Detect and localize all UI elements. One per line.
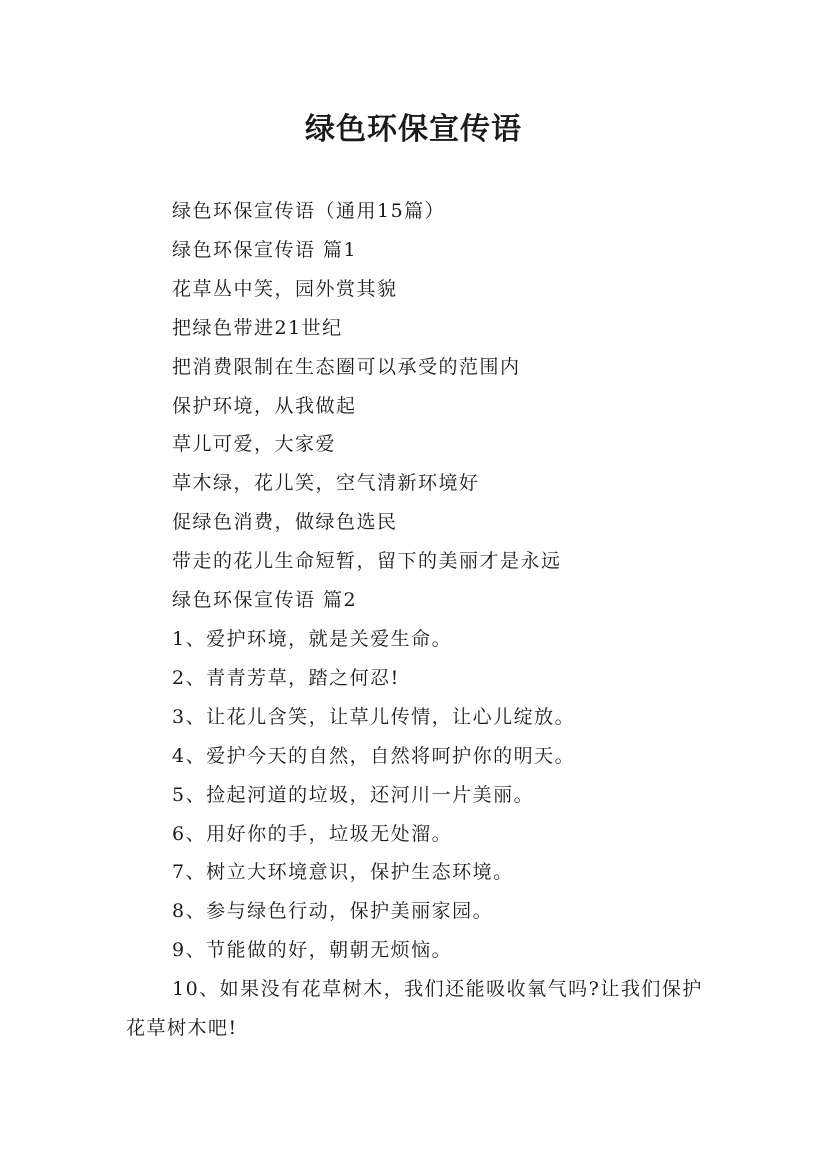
paragraph-line: 6、用好你的手，垃圾无处溜。: [172, 822, 453, 845]
paragraph-line: 绿色环保宣传语 篇1: [172, 238, 358, 261]
paragraph-line: 5、捡起河道的垃圾，还河川一片美丽。: [172, 783, 535, 806]
paragraph-line: 把绿色带进21世纪: [172, 316, 343, 339]
paragraph-line: 促绿色消费，做绿色选民: [172, 511, 398, 534]
paragraph-line: 草儿可爱，大家爱: [172, 433, 337, 456]
paragraph-line: 花草丛中笑，园外赏其貌: [172, 277, 398, 300]
paragraph-line: 8、参与绿色行动，保护美丽家园。: [172, 900, 494, 923]
document-body: [126, 192, 706, 1048]
paragraph-line: 3、让花儿含笑，让草儿传情，让心儿绽放。: [172, 705, 576, 728]
paragraph-line: 草木绿，花儿笑，空气清新环境好: [172, 472, 480, 495]
paragraph-line: 10、如果没有花草树木，我们还能吸收氧气吗?让我们保护花草树木吧!: [126, 978, 703, 1040]
paragraph-line: 4、爱护今天的自然，自然将呵护你的明天。: [172, 744, 576, 767]
paragraph-line: 带走的花儿生命短暂，留下的美丽才是永远: [172, 550, 562, 573]
paragraph-line: 9、节能做的好，朝朝无烦恼。: [172, 939, 453, 962]
document-title: 绿色环保宣传语: [305, 112, 522, 147]
paragraph-line: 1、爱护环境，就是关爱生命。: [172, 627, 453, 650]
paragraph-line: 保护环境，从我做起: [172, 394, 357, 417]
paragraph-line: 绿色环保宣传语（通用15篇）: [172, 200, 446, 222]
paragraph-line: 绿色环保宣传语 篇2: [172, 589, 358, 612]
paragraph-line: 7、树立大环境意识，保护生态环境。: [172, 861, 514, 884]
paragraph-line: 2、青青芳草，踏之何忍!: [172, 666, 400, 689]
paragraph-line: 把消费限制在生态圈可以承受的范围内: [172, 355, 521, 378]
